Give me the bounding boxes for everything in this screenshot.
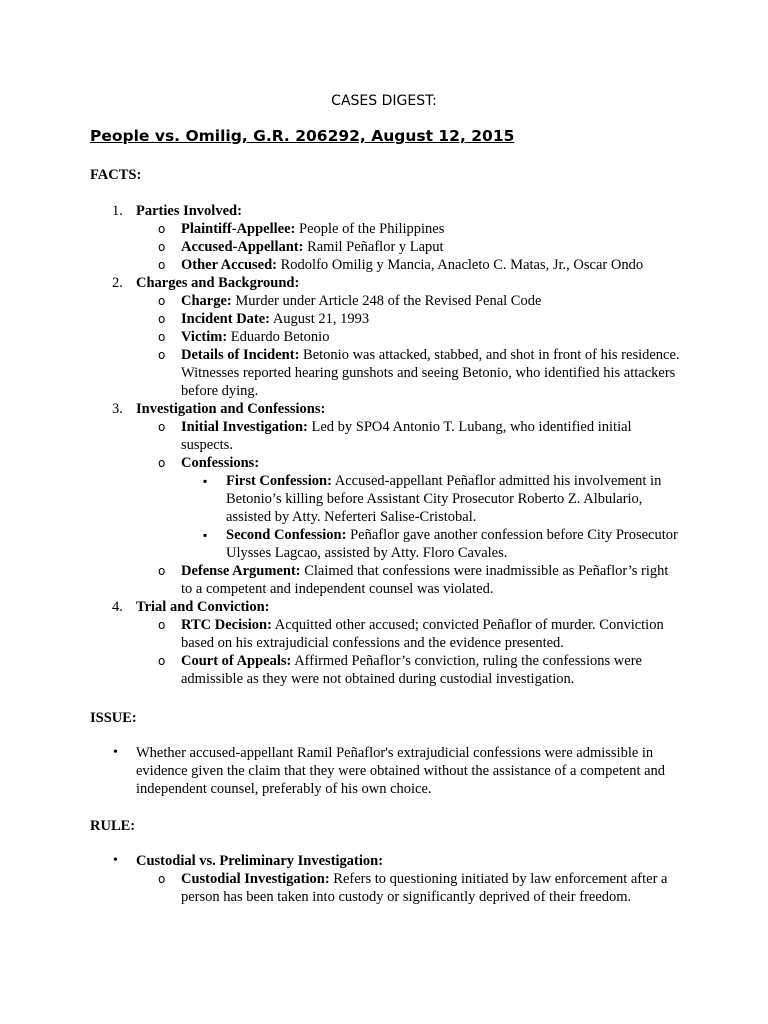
list-item xyxy=(0,346,681,400)
sub-text: August 21, 1993 xyxy=(270,311,370,327)
square-bullet-icon: ▪ xyxy=(203,474,208,488)
sub-label: Confessions: xyxy=(181,455,260,471)
list-number: 4. xyxy=(112,599,123,615)
rule-label: Custodial vs. Preliminary Investigation: xyxy=(136,853,384,869)
circle-bullet-icon: o xyxy=(158,294,166,308)
list-item xyxy=(0,418,681,454)
case-title: People vs. Omilig, G.R. 206292, August 12, 2015 xyxy=(90,127,515,145)
facts-list xyxy=(0,202,768,688)
list-item xyxy=(0,220,681,238)
circle-bullet-icon: o xyxy=(158,654,166,668)
issue-list xyxy=(0,744,768,798)
sub-text: Led by SPO4 Antonio T. Lubang, who identified initial suspects. xyxy=(181,419,632,453)
list-number: 2. xyxy=(112,275,123,291)
circle-bullet-icon: o xyxy=(158,420,166,434)
item-label: Investigation and Confessions: xyxy=(136,401,326,417)
sub-label: Initial Investigation: xyxy=(181,419,308,435)
item-label: Trial and Conviction: xyxy=(136,599,270,615)
subsub-label: Second Confession: xyxy=(226,527,347,543)
circle-bullet-icon: o xyxy=(158,312,166,326)
sub-label: Incident Date: xyxy=(181,311,271,327)
sub-text: Affirmed Peñaflor’s conviction, ruling the confessions were admissible as they were not obtained during custodial investigation. xyxy=(181,653,642,687)
list-item xyxy=(0,310,681,328)
circle-bullet-icon: o xyxy=(158,872,166,886)
facts-item-4 xyxy=(0,598,696,616)
sub-text: Rodolfo Omilig y Mancia, Anacleto C. Matas, Jr., Oscar Ondo xyxy=(277,257,644,273)
sub-label: Charge: xyxy=(181,293,232,309)
item-label: Parties Involved: xyxy=(136,203,242,219)
sub-text: Betonio was attacked, stabbed, and shot in front of his residence. Witnesses reported hearing gunshots and seeing Betonio, who identified his attackers before dying. xyxy=(181,347,680,399)
list-item xyxy=(0,652,681,688)
sub-text: Ramil Peñaflor y Laput xyxy=(303,239,444,255)
list-item xyxy=(0,292,681,310)
sub-label: Accused-Appellant: xyxy=(181,239,304,255)
bullet-icon: • xyxy=(113,853,118,868)
bullet-icon: • xyxy=(113,745,118,760)
facts-item-2 xyxy=(0,274,696,292)
rule-list xyxy=(0,852,768,906)
sub-text: Acquitted other accused; convicted Peñaflor of murder. Conviction based on his extrajudicial confessions and the evidence presented. xyxy=(181,617,664,651)
list-item xyxy=(0,616,681,652)
circle-bullet-icon: o xyxy=(158,258,166,272)
list-item xyxy=(0,870,681,906)
list-item xyxy=(0,256,681,274)
sub-label: Other Accused: xyxy=(181,257,277,273)
sub-text: Claimed that confessions were inadmissible as Peñaflor’s right to a competent and independent counsel was violated. xyxy=(181,563,669,597)
list-item xyxy=(0,744,676,798)
sub-label: Court of Appeals: xyxy=(181,653,292,669)
sub-text: Murder under Article 248 of the Revised Penal Code xyxy=(231,293,542,309)
sub-text: Refers to questioning initiated by law enforcement after a person has been taken into custody or significantly deprived of their freedom. xyxy=(181,871,668,905)
circle-bullet-icon: o xyxy=(158,456,166,470)
item-label: Charges and Background: xyxy=(136,275,300,291)
circle-bullet-icon: o xyxy=(158,222,166,236)
list-item xyxy=(0,454,681,472)
subsub-text: Peñaflor gave another confession before City Prosecutor Ulysses Lagcao, assisted by Atty. Floro Cavales. xyxy=(226,527,678,561)
sub-label: Custodial Investigation: xyxy=(181,871,330,887)
circle-bullet-icon: o xyxy=(158,348,166,362)
sub-text: People of the Philippines xyxy=(295,221,445,237)
list-item xyxy=(0,328,681,346)
facts-heading: FACTS: xyxy=(90,167,142,183)
sub-label: Plaintiff-Appellee: xyxy=(181,221,296,237)
circle-bullet-icon: o xyxy=(158,330,166,344)
list-item xyxy=(0,562,681,598)
subsub-label: First Confession: xyxy=(226,473,332,489)
issue-text: Whether accused-appellant Ramil Peñaflor's extrajudicial confessions were admissible in evidence given the claim that they were obtained without the assistance of a competent and independent counsel, preferably of his own choice. xyxy=(136,745,666,797)
circle-bullet-icon: o xyxy=(158,618,166,632)
issue-heading: ISSUE: xyxy=(90,710,137,726)
list-item xyxy=(0,472,686,526)
square-bullet-icon: ▪ xyxy=(203,528,208,542)
facts-item-1 xyxy=(0,202,696,220)
sub-label: Details of Incident: xyxy=(181,347,300,363)
document-header: CASES DIGEST: xyxy=(331,93,437,109)
list-item xyxy=(0,526,686,562)
sub-label: Defense Argument: xyxy=(181,563,301,579)
sub-label: Victim: xyxy=(181,329,228,345)
rule-heading: RULE: xyxy=(90,818,136,834)
list-item xyxy=(0,238,681,256)
list-item xyxy=(0,852,676,870)
sub-label: RTC Decision: xyxy=(181,617,272,633)
subsub-text: Accused-appellant Peñaflor admitted his involvement in Betonio’s killing before Assistant City Prosecutor Roberto Z. Albulario, assisted by Atty. Neferteri Salise-Cristobal. xyxy=(226,473,662,525)
circle-bullet-icon: o xyxy=(158,564,166,578)
list-number: 1. xyxy=(112,203,123,219)
sub-text: Eduardo Betonio xyxy=(227,329,330,345)
facts-item-3 xyxy=(0,400,696,418)
list-number: 3. xyxy=(112,401,123,417)
circle-bullet-icon: o xyxy=(158,240,166,254)
